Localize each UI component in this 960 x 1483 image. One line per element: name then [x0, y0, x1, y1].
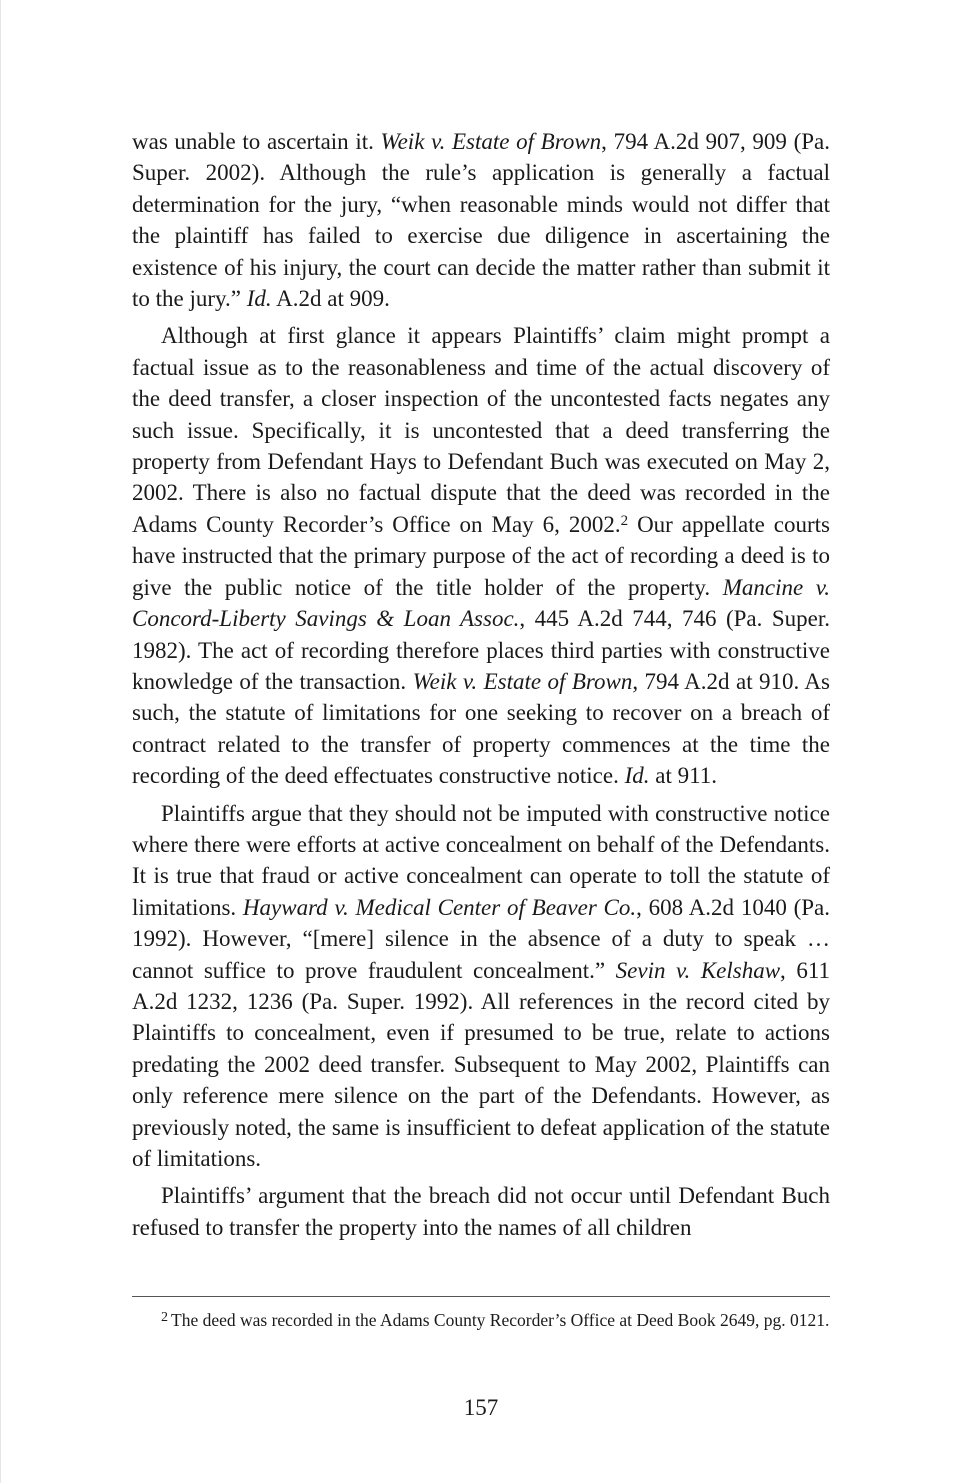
paragraph-2 [132, 320, 830, 791]
case-citation: Mancine v. Concord-Liberty Savings & Loan Assoc. [132, 574, 830, 632]
footnote-number: 2 [161, 1310, 168, 1325]
page-number: 157 [463, 1395, 499, 1420]
text-run: , 608 A.2d 1040 (Pa. 1992). However, “[mere] silence in the absence of a duty to speak … cannot suffice to prove fraudulent concealment.” [132, 894, 831, 983]
text-run: , 794 A.2d at 910. As such, the statute of limitations for one seeking to recover on a breach of contract related to the transfer of property commences at the time the recording of the deed effectuates constructive notice. [132, 668, 830, 789]
case-citation: Weik v. Estate of Brown [412, 668, 633, 694]
text-run: Although at first glance it appears Plaintiffs’ claim might prompt a factual issue as to the reasonableness and time of the actual discovery of the deed transfer, a closer inspection of the uncontested facts negates any such issue. Specifically, it is uncontested that a deed transferring the property from Defendant Hays to Defendant Buch was executed on May 2, 2002. There is also no factual dispute that the deed was recorded in the Adams County Recorder’s Office on May 6, 2002. [132, 323, 830, 537]
text-run: , 794 A.2d 907, 909 (Pa. Super. 2002). Although the rule’s application is generally a factual determination for the jury, “when reasonable minds would not differ that the plaintiff has failed to exercise due diligence in ascertaining the existence of his injury, the court can decide the matter rather than submit it to the jury.” [132, 129, 830, 312]
footnote-reference: 2 [620, 512, 629, 529]
text-run: Plaintiffs’ argument that the breach did not occur until Defendant Buch refused to transfer the property into the names of all children [132, 1183, 830, 1240]
case-citation: Weik v. Estate of Brown [380, 129, 602, 154]
text-run: Plaintiffs argue that they should not be imputed with constructive notice where there were efforts at active concealment on behalf of the Defendants. It is true that fraud or active concealment can operate to toll the statute of limitations. [132, 800, 830, 920]
text-run: Our appellate courts have instructed that the primary purpose of the act of recording a deed is to give the public notice of the title holder of the property. [132, 511, 830, 600]
case-citation: Hayward v. Medical Center of Beaver Co. [242, 894, 637, 920]
body-text [132, 126, 830, 1249]
footnote-divider [132, 1296, 830, 1297]
text-run: A.2d at 909. [271, 286, 390, 312]
case-citation: Sevin v. Kelshaw [615, 957, 781, 983]
id-citation: Id. [246, 286, 272, 312]
id-citation: Id. [624, 763, 650, 789]
text-run: , 611 A.2d 1232, 1236 (Pa. Super. 1992). All references in the record cited by Plaintiffs to concealment, even if presumed to be true, relate to actions predating the 2002 deed transfer. Subsequent to May 2002, Plaintiffs can only reference mere silence on the part of the Defendants. However, as previously noted, the same is insufficient to defeat application of the statute of limitations. [132, 957, 830, 1171]
footnote-text: The deed was recorded in the Adams County Recorder’s Office at Deed Book 2649, pg. 0121. [171, 1310, 830, 1330]
paragraph-1 [132, 126, 830, 314]
footnote [132, 1308, 830, 1332]
paragraph-4 [132, 1180, 830, 1243]
text-run: , 445 A.2d 744, 746 (Pa. Super. 1982). The act of recording therefore places third parties with constructive knowledge of the transaction. [132, 606, 830, 694]
text-run: at 911. [649, 763, 718, 789]
text-run: was unable to ascertain it. [132, 129, 381, 154]
paragraph-3 [132, 798, 830, 1175]
